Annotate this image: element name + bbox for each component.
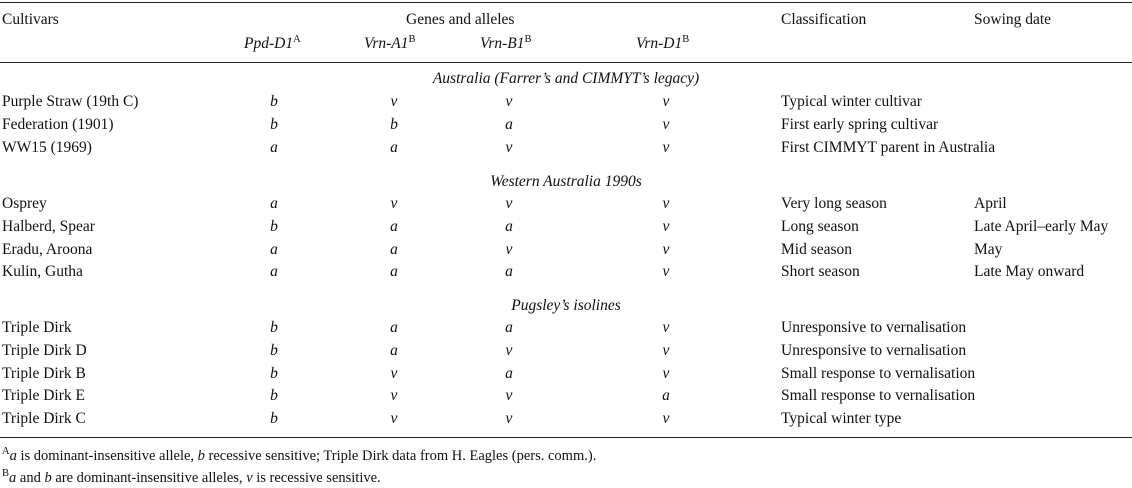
header-classification: Classification bbox=[781, 11, 867, 28]
cultivar-name: Halberd, Spear bbox=[2, 217, 95, 235]
allele-vrna: a bbox=[390, 341, 398, 359]
cultivar-name: Purple Straw (19th C) bbox=[2, 93, 139, 110]
allele-vrna: a bbox=[390, 240, 398, 258]
section-title: Western Australia 1990s bbox=[490, 173, 642, 190]
allele-vrnb: v bbox=[505, 341, 513, 359]
header-gene-vrn-a1: Vrn-$A1^B$ bbox=[364, 33, 416, 52]
sowing-date: April bbox=[974, 195, 1007, 212]
cultivar-name: Triple Dirk D bbox=[2, 341, 87, 359]
allele-vrnd: v bbox=[662, 240, 670, 258]
allele-vrnb: a bbox=[505, 217, 513, 235]
allele-ppd: b bbox=[270, 217, 278, 235]
allele-vrnd: v bbox=[662, 195, 670, 212]
allele-ppd: b bbox=[270, 116, 278, 133]
classification: Small response to vernalisation bbox=[781, 387, 976, 405]
classification: Typical winter type bbox=[781, 410, 902, 428]
classification: Short season bbox=[781, 263, 860, 281]
allele-ppd: a bbox=[270, 263, 278, 281]
header-sowing-date: Sowing date bbox=[974, 11, 1052, 28]
cultivar-name: Triple Dirk bbox=[2, 319, 72, 336]
allele-vrnd: v bbox=[662, 410, 670, 428]
header-cultivars: Cultivars bbox=[2, 11, 59, 28]
allele-vrna: v bbox=[390, 387, 398, 405]
allele-vrnd: v bbox=[662, 93, 670, 110]
footnote-b: $^B$a and b are dominant-insensitive alleles, v is recessive sensitive. bbox=[2, 468, 381, 486]
header-genes-group: Genes and alleles bbox=[406, 11, 515, 28]
allele-ppd: b bbox=[270, 319, 278, 336]
sowing-date: May bbox=[974, 240, 1003, 258]
classification: Long season bbox=[781, 217, 859, 235]
allele-vrna: a bbox=[390, 217, 398, 235]
classification: First CIMMYT parent in Australia bbox=[781, 139, 996, 156]
allele-vrna: v bbox=[390, 195, 398, 212]
cultivar-name: Triple Dirk E bbox=[2, 387, 85, 405]
classification: Very long season bbox=[781, 195, 887, 212]
classification: Small response to vernalisation bbox=[781, 364, 976, 382]
allele-vrnd: v bbox=[662, 139, 670, 156]
allele-ppd: b bbox=[270, 387, 278, 405]
cultivar-name: Kulin, Gutha bbox=[2, 263, 83, 281]
top-rule bbox=[0, 2, 1132, 3]
sowing-date: Late May onward bbox=[974, 263, 1085, 281]
allele-vrnb: v bbox=[505, 139, 513, 156]
allele-vrna: a bbox=[390, 139, 398, 156]
allele-vrna: a bbox=[390, 319, 398, 336]
cultivar-name: Triple Dirk B bbox=[2, 364, 86, 382]
cultivar-name: Triple Dirk C bbox=[2, 410, 86, 428]
allele-vrnb: v bbox=[505, 387, 513, 405]
allele-vrnb: v bbox=[505, 195, 513, 212]
header-rule bbox=[0, 62, 1132, 63]
allele-vrna: a bbox=[390, 263, 398, 281]
section-title: Australia (Farrer’s and CIMMYT’s legacy) bbox=[432, 70, 700, 87]
allele-vrnd: v bbox=[662, 364, 670, 382]
header-gene-vrn-d1: Vrn-$D1^B$ bbox=[636, 33, 690, 52]
cultivar-name: Osprey bbox=[2, 195, 47, 212]
allele-vrnb: a bbox=[505, 364, 513, 382]
classification: Mid season bbox=[781, 240, 853, 258]
allele-ppd: b bbox=[270, 93, 278, 110]
allele-vrnb: a bbox=[505, 263, 513, 281]
bottom-rule bbox=[0, 437, 1132, 438]
allele-vrnd: v bbox=[662, 341, 670, 359]
allele-ppd: b bbox=[270, 410, 278, 428]
header-gene-vrn-b1: Vrn-$B1^B$ bbox=[480, 33, 532, 52]
allele-ppd: a bbox=[270, 195, 278, 212]
allele-vrnb: v bbox=[505, 240, 513, 258]
allele-vrnb: a bbox=[505, 116, 513, 133]
allele-ppd: a bbox=[270, 139, 278, 156]
allele-vrnb: a bbox=[505, 319, 513, 336]
sowing-date: Late April–early May bbox=[974, 217, 1109, 235]
allele-vrna: b bbox=[390, 116, 398, 133]
footnote-a: $^A$a is dominant-insensitive allele, b recessive sensitive; Triple Dirk data from H. Eagles (pers. comm.). bbox=[2, 446, 597, 464]
allele-vrnd: a bbox=[662, 387, 670, 405]
classification: First early spring cultivar bbox=[781, 116, 939, 133]
cultivar-name: Federation (1901) bbox=[2, 116, 114, 133]
allele-vrnd: v bbox=[662, 116, 670, 133]
allele-vrnd: v bbox=[662, 217, 670, 235]
classification: Unresponsive to vernalisation bbox=[781, 319, 967, 336]
allele-vrna: v bbox=[390, 93, 398, 110]
allele-ppd: b bbox=[270, 364, 278, 382]
allele-vrnd: v bbox=[662, 263, 670, 281]
allele-vrnb: v bbox=[505, 93, 513, 110]
classification: Unresponsive to vernalisation bbox=[781, 341, 967, 359]
section-title: Pugsley’s isolines bbox=[511, 297, 621, 314]
allele-vrnb: v bbox=[505, 410, 513, 428]
header-gene-ppd-d1: Ppd-$D1^A$ bbox=[244, 33, 301, 52]
cultivar-name: Eradu, Aroona bbox=[2, 240, 93, 258]
cultivar-name: WW15 (1969) bbox=[2, 139, 92, 156]
allele-vrnd: v bbox=[662, 319, 670, 336]
allele-ppd: b bbox=[270, 341, 278, 359]
allele-vrna: v bbox=[390, 364, 398, 382]
classification: Typical winter cultivar bbox=[781, 93, 922, 110]
allele-ppd: a bbox=[270, 240, 278, 258]
allele-vrna: v bbox=[390, 410, 398, 428]
